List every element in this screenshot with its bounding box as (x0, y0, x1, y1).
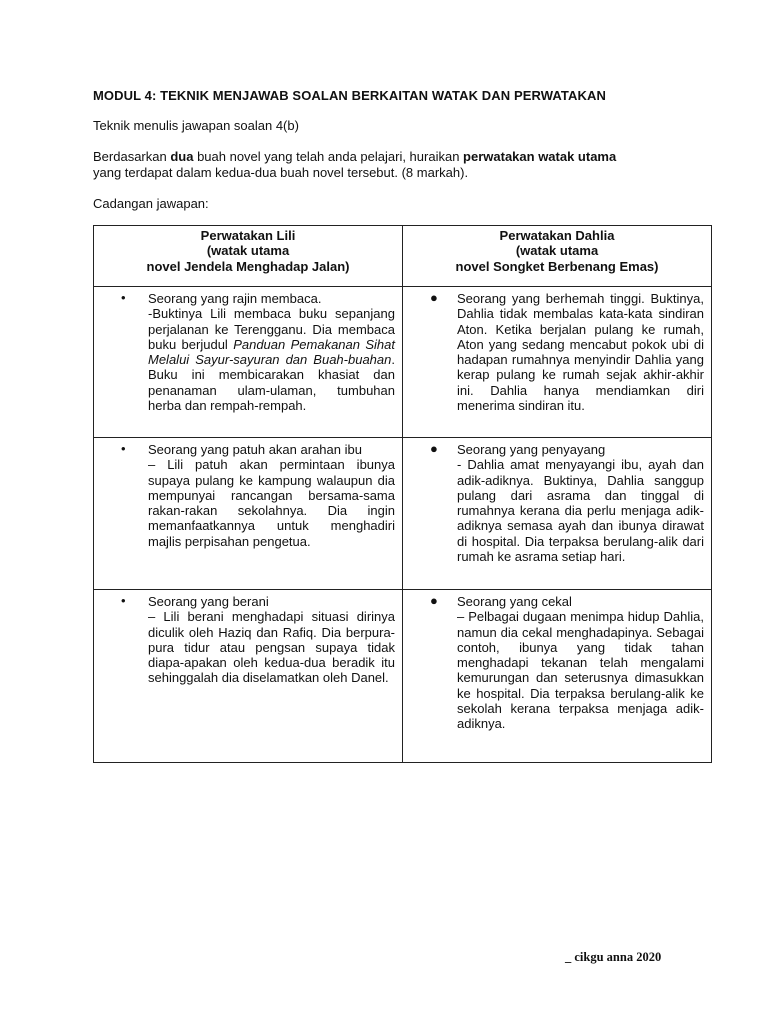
trait-title: Seorang yang patuh akan arahan ibu (148, 442, 362, 457)
trait-evidence (148, 306, 395, 413)
trait-evidence (457, 291, 704, 413)
table-row (94, 590, 712, 763)
table-row (94, 438, 712, 590)
page-title: MODUL 4: TEKNIK MENJAWAB SOALAN BERKAITAN WATAK DAN PERWATAKAN (93, 88, 606, 103)
book-title: Panduan Pemakanan Sihat Melalui Sayur-sayuran dan Buah-buahan (148, 336, 395, 368)
header-cell-dahlia (403, 226, 712, 287)
header-line: novel Jendela Menghadap Jalan) (146, 258, 350, 274)
header-line: Perwatakan Dahlia (499, 228, 615, 243)
header-line: (watak utama (206, 243, 290, 259)
question-part2: buah novel yang telah anda pelajari, huraikan (193, 149, 464, 164)
table-cell (94, 438, 403, 590)
table-cell (403, 438, 712, 590)
table-row (94, 287, 712, 438)
trait-title: Seorang yang berhemah tinggi. (457, 291, 645, 306)
header-cell-lili (94, 226, 403, 287)
evidence-text: Buktinya, Dahlia tidak membalas kata-kata sindiran Aton. Ketika berjalan pulang ke rumah, Aton yang sedang mencabut pokok ubi di hadapan rumahnya menyindir Dahlia yang kerap pulang ke rumah sejak akhir-akhir ini. Dahlia hanya mendiamkan diri menerima sindiran itu. (457, 291, 704, 414)
trait-evidence: – Lili patuh akan permintaan ibunya supaya pulang ke kampung walaupun dia mempunyai rancangan bersama-sama rakan-rakan sekolahnya. Dia ingin memanfaatkannya untuk menghadiri majlis perpisahan pengetua. (148, 457, 395, 549)
bullet-icon: ● (430, 290, 438, 305)
footer-signature: _ cikgu anna 2020 (565, 950, 662, 964)
table-header-row (94, 226, 712, 287)
trait-title: Seorang yang rajin membaca. (148, 291, 322, 306)
question-part3: yang terdapat dalam kedua-dua buah novel tersebut. (8 markah). (93, 165, 469, 180)
header-line: novel Songket Berbenang Emas) (455, 258, 659, 274)
bullet-icon: • (121, 290, 126, 305)
bullet-icon: ● (430, 441, 438, 456)
evidence-text: -Buktinya Lili membaca buku sepanjang perjalanan ke Terengganu. Dia membaca buku berjudul (148, 306, 395, 352)
table-cell (403, 590, 712, 763)
evidence-text: . Buku ini membicarakan khasiat dan penanaman ulam-ulaman, tumbuhan herba dan rempah-rempah. (148, 352, 395, 414)
bullet-icon: • (121, 441, 126, 456)
bullet-icon: ● (430, 593, 438, 608)
header-line: Perwatakan Lili (200, 228, 296, 243)
trait-evidence: - Dahlia amat menyayangi ibu, ayah dan adik-adiknya. Buktinya, Dahlia sanggup pulang dari asrama dan tinggal di rumahnya kerana dia perlu menjaga adik-adiknya semasa ayah dan ibunya dirawat di hospital. Dia terpaksa berulang-alik dari rumah ke asrama setiap hari. (457, 457, 704, 565)
suggestion-label: Cadangan jawapan: (93, 196, 209, 211)
question-part1: Berdasarkan (93, 149, 171, 164)
table-cell (94, 287, 403, 438)
header-line: (watak utama (515, 243, 599, 259)
trait-title: Seorang yang berani (148, 594, 269, 609)
question-text (93, 149, 693, 181)
trait-title: Seorang yang penyayang (457, 442, 606, 457)
subtitle: Teknik menulis jawapan soalan 4(b) (93, 118, 299, 133)
table-cell (94, 590, 403, 763)
trait-evidence: – Pelbagai dugaan menimpa hidup Dahlia, namun dia cekal menghadapinya. Sebagai contoh, ibunya yang tidak tahan menghadapi tekanan telah mengalami kemurungan dan seterusnya dimasukkan ke hospital. Dia terpaksa berulang-alik ke sekolah kerana terpaksa menjaga adik-adiknya. (457, 609, 704, 732)
table-cell (403, 287, 712, 438)
trait-title: Seorang yang cekal (457, 594, 572, 609)
question-bold1: dua (170, 149, 194, 164)
answer-table (93, 225, 712, 763)
bullet-icon: • (121, 593, 126, 608)
trait-evidence: – Lili berani menghadapi situasi dirinya diculik oleh Haziq dan Rafiq. Dia berpura-pura tidur atau pengsan supaya tidak diapa-apakan oleh kedua-dua beradik itu sehinggalah dia diselamatkan oleh Danel. (148, 609, 395, 686)
question-bold2: perwatakan watak utama (463, 149, 617, 164)
